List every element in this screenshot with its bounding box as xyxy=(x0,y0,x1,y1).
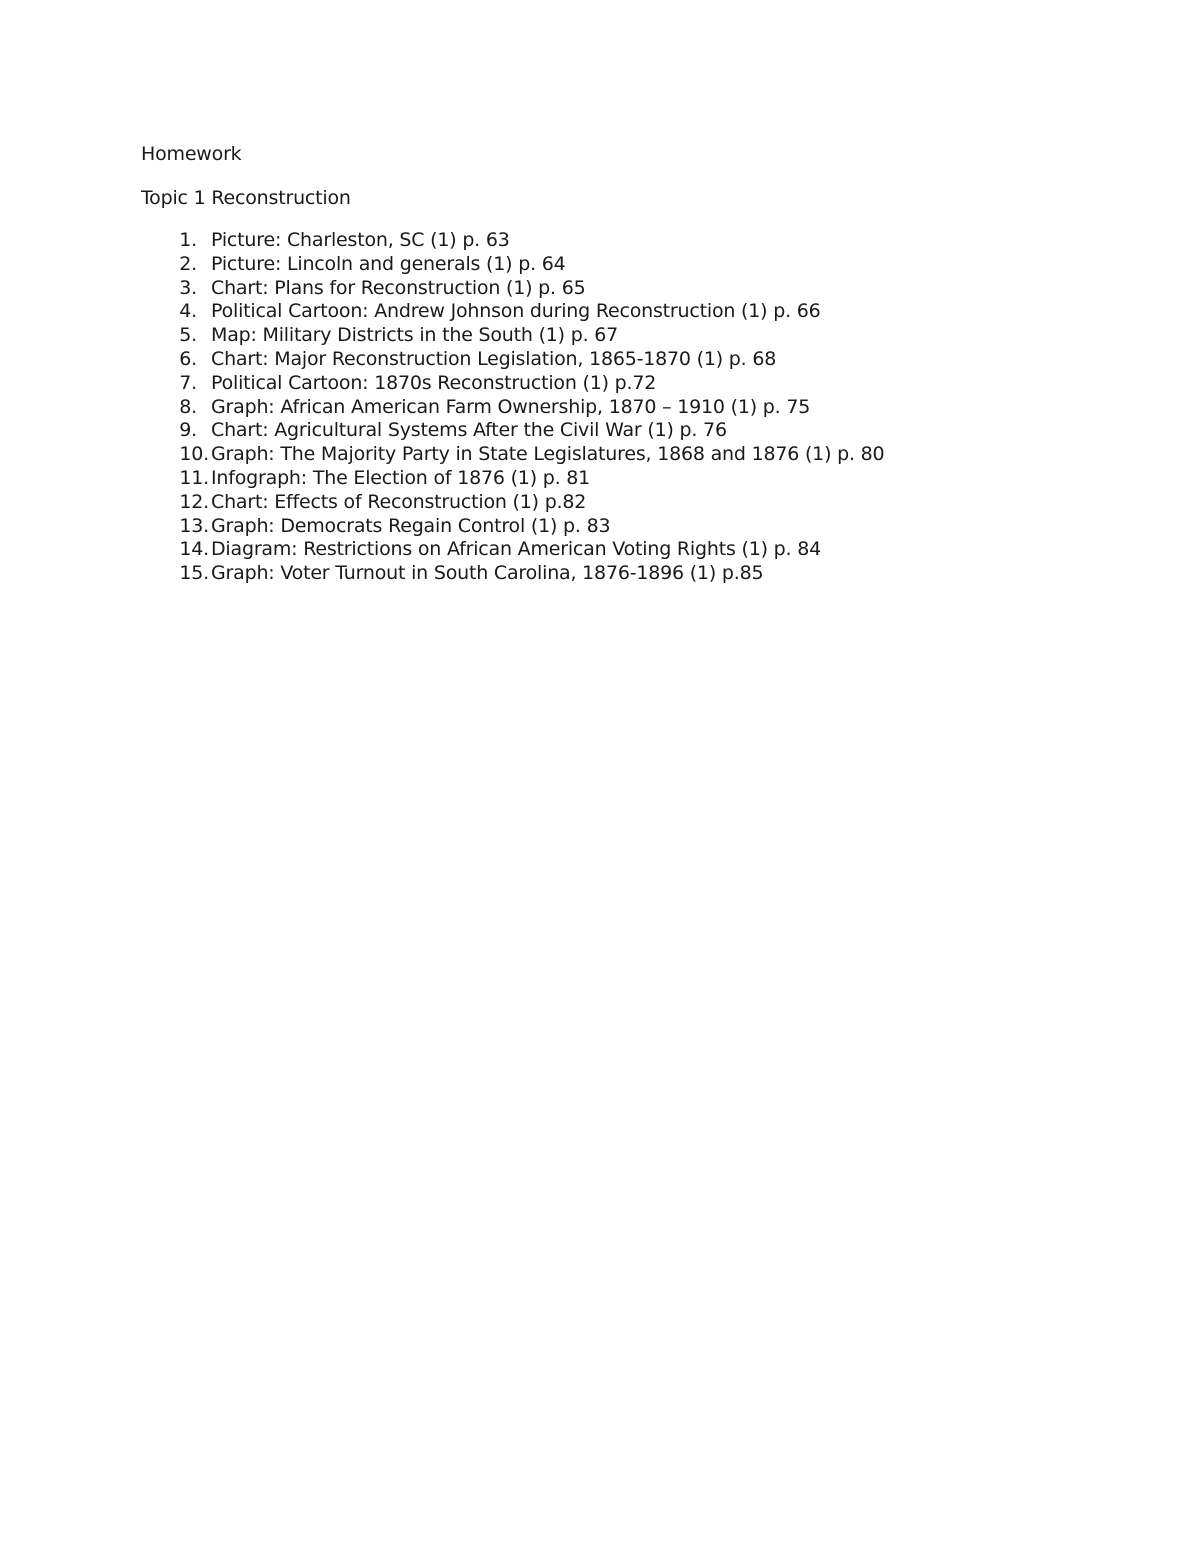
list-item xyxy=(141,443,884,467)
item-text: Chart: Major Reconstruction Legislation, 1865-1870 (1) p. 68 xyxy=(211,347,777,370)
item-text: Infograph: The Election of 1876 (1) p. 81 xyxy=(211,466,591,489)
list-item xyxy=(141,538,884,562)
list-item xyxy=(141,562,884,586)
item-number: 15. xyxy=(179,562,209,585)
item-text: Graph: African American Farm Ownership, 1870 – 1910 (1) p. 75 xyxy=(211,395,811,418)
item-text: Picture: Lincoln and generals (1) p. 64 xyxy=(211,252,566,275)
item-text: Political Cartoon: 1870s Reconstruction (1) p.72 xyxy=(211,371,657,394)
item-text: Graph: The Majority Party in State Legislatures, 1868 and 1876 (1) p. 80 xyxy=(211,443,885,466)
list-item xyxy=(141,324,884,348)
item-number: 13. xyxy=(179,514,209,537)
homework-list xyxy=(141,229,884,586)
list-item xyxy=(141,515,884,539)
item-text: Chart: Agricultural Systems After the Civil War (1) p. 76 xyxy=(211,419,727,442)
item-text: Graph: Democrats Regain Control (1) p. 83 xyxy=(211,514,611,537)
list-item xyxy=(141,419,884,443)
item-number: 11. xyxy=(179,466,209,489)
item-number: 7. xyxy=(179,371,197,394)
item-number: 12. xyxy=(179,490,209,513)
item-number: 5. xyxy=(179,324,197,347)
item-number: 10. xyxy=(179,443,209,466)
item-text: Chart: Plans for Reconstruction (1) p. 65 xyxy=(211,276,586,299)
item-number: 9. xyxy=(179,419,197,442)
list-item xyxy=(141,229,884,253)
list-item xyxy=(141,372,884,396)
list-item xyxy=(141,491,884,515)
list-item xyxy=(141,300,884,324)
item-number: 2. xyxy=(179,252,197,275)
item-number: 4. xyxy=(179,300,197,323)
list-item xyxy=(141,467,884,491)
item-text: Map: Military Districts in the South (1) p. 67 xyxy=(211,324,619,347)
item-text: Chart: Effects of Reconstruction (1) p.82 xyxy=(211,490,587,513)
list-item xyxy=(141,396,884,420)
document-title: Homework xyxy=(141,143,242,165)
item-number: 1. xyxy=(179,229,197,251)
item-number: 8. xyxy=(179,395,197,418)
item-text: Political Cartoon: Andrew Johnson during Reconstruction (1) p. 66 xyxy=(211,300,821,323)
item-number: 3. xyxy=(179,276,197,299)
list-item xyxy=(141,277,884,301)
list-item xyxy=(141,348,884,372)
item-text: Graph: Voter Turnout in South Carolina, 1876-1896 (1) p.85 xyxy=(211,562,764,585)
topic-heading: Topic 1 Reconstruction xyxy=(141,187,351,209)
item-text: Diagram: Restrictions on African American Voting Rights (1) p. 84 xyxy=(211,538,821,561)
item-text: Picture: Charleston, SC (1) p. 63 xyxy=(211,229,510,251)
item-number: 6. xyxy=(179,347,197,370)
list-item xyxy=(141,253,884,277)
item-number: 14. xyxy=(179,538,209,561)
